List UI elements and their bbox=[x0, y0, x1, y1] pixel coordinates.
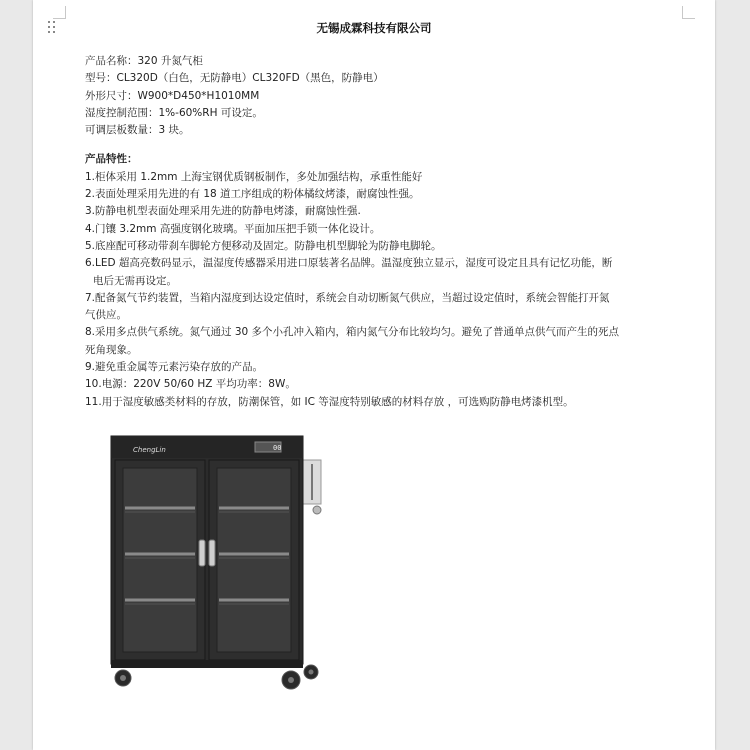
caster-wheels bbox=[115, 665, 318, 689]
feature-item: 2.表面处理采用先进的有 18 道工序组成的粉体橘纹烤漆，耐腐蚀性强。 bbox=[85, 188, 420, 201]
feature-item-continued: 气供应。 bbox=[85, 309, 127, 322]
feature-item: 9.避免重金属等元素污染存放的产品。 bbox=[85, 361, 264, 374]
right-door-handle bbox=[209, 540, 215, 566]
left-door-handle bbox=[199, 540, 205, 566]
dry-cabinet-photo bbox=[103, 432, 343, 694]
shelf-count: 可调层板数量：3 块。 bbox=[85, 124, 190, 137]
product-model: 型号：CL320D（白色，无防静电）CL320FD（黑色，防静电） bbox=[85, 72, 384, 85]
features-heading: 产品特性： bbox=[85, 153, 138, 166]
brand-logo: ChengLin bbox=[133, 446, 166, 454]
feature-item: 7.配备氮气节约装置，当箱内湿度到达设定值时，系统会自动切断氮气供应，当超过设定值时，系统会智能打开氮 bbox=[85, 291, 610, 304]
display-reading: 00 bbox=[273, 444, 282, 452]
feature-item: 11.用于湿度敏感类材料的存放，防潮保管，如 IC 等湿度特别敏感的材料存放 ，可选购防静电烤漆机型。 bbox=[85, 395, 574, 408]
feature-item-continued: 死角现象。 bbox=[85, 343, 138, 356]
feature-item: 4.门镶 3.2mm 高强度钢化玻璃。平面加压把手锁一体化设计。 bbox=[85, 222, 381, 235]
product-name: 产品名称：320 升氮气柜 bbox=[85, 55, 203, 67]
feature-item-continued: 电后无需再设定。 bbox=[93, 274, 177, 287]
product-image bbox=[103, 432, 343, 694]
feature-item: 3.防静电机型表面处理采用先进的防静电烤漆，耐腐蚀性强. bbox=[85, 205, 361, 218]
feature-item: 5.底座配可移动带刹车脚轮方便移动及固定。防静电机型脚轮为防静电脚轮。 bbox=[85, 239, 442, 252]
document-page bbox=[33, 0, 715, 750]
company-title: 无锡成霖科技有限公司 bbox=[316, 21, 432, 35]
feature-item: 1.柜体采用 1.2mm 上海宝钢优质钢板制作，多处加强结构，承重性能好 bbox=[85, 170, 423, 183]
page-corner-mark-right bbox=[682, 6, 695, 19]
product-info-block bbox=[85, 53, 695, 411]
humidity-range: 湿度控制范围：1%-60%RH 可设定。 bbox=[85, 106, 263, 119]
feature-item: 8.采用多点供气系统。氮气通过 30 多个小孔冲入箱内，箱内氮气分布比较均匀。避免了普通单点供气而产生的死点 bbox=[85, 326, 620, 339]
product-size: 外形尺寸：W900*D450*H1010MM bbox=[85, 89, 260, 102]
feature-item: 6.LED 超高亮数码显示，温湿度传感器采用进口原装著名品牌。温湿度独立显示，湿度可设定且具有记忆功能，断 bbox=[85, 257, 613, 270]
page-corner-mark-left bbox=[53, 6, 66, 19]
feature-item: 10.电源：220V 50/60 HZ 平均功率：8W。 bbox=[85, 378, 296, 391]
